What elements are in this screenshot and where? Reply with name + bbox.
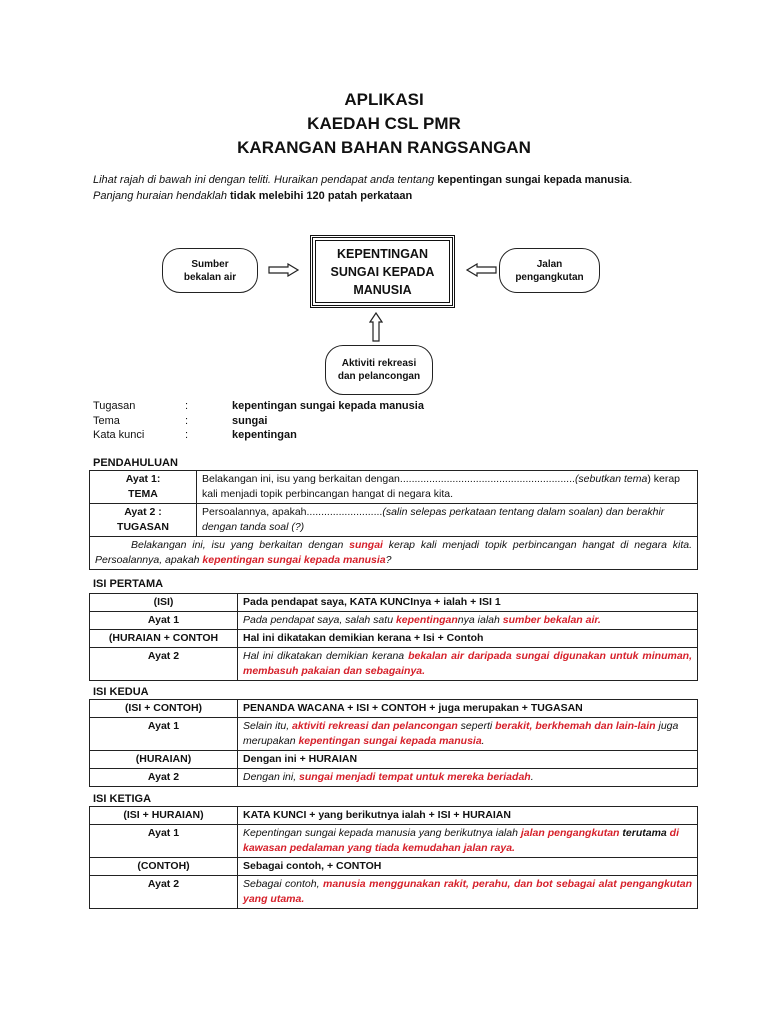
meta-row-kata-kunci: [93, 428, 424, 443]
row-label: Ayat 1: [90, 718, 238, 751]
meta-label: Tema: [93, 414, 120, 427]
meta-row-tugasan: [93, 399, 424, 414]
table-isi-ketiga: [89, 806, 698, 909]
table-row: [90, 807, 698, 825]
row-label: (HURAIAN): [90, 751, 238, 769]
text: Hal ini dikatakan demikian kerana: [243, 650, 409, 662]
text: Pada pendapat saya, salah satu: [243, 614, 396, 626]
text: Belakangan ini, isu yang berkaitan dengan: [131, 539, 350, 551]
row-content: [238, 718, 698, 751]
diagram-node-aktiviti-rekreasi: [325, 345, 433, 395]
instructions: [93, 172, 713, 204]
section-heading-isi-ketiga: ISI KETIGA: [93, 793, 152, 805]
table-row: [90, 858, 698, 876]
row-content: Hal ini dikatakan demikian kerana + Isi + Contoh: [238, 630, 698, 648]
table-row: [90, 537, 698, 570]
row-label: Ayat 2: [90, 876, 238, 909]
meta-colon: :: [185, 400, 189, 412]
label-line: Ayat 1:: [125, 473, 161, 485]
table-row: [90, 471, 698, 504]
highlight: jalan pengangkutan: [520, 827, 620, 839]
row-content: [197, 504, 698, 537]
row-label: [90, 471, 197, 504]
table-row: [90, 718, 698, 751]
example-paragraph: [90, 537, 698, 570]
arrow-up-icon: [369, 312, 383, 342]
label-line: Ayat 2 :: [124, 506, 162, 518]
section-heading-pendahuluan: PENDAHULUAN: [93, 457, 178, 469]
text-bold: terutama: [619, 827, 667, 839]
row-label: Ayat 2: [90, 648, 238, 681]
text-italic: tema: [623, 473, 648, 485]
node-text: Jalan: [536, 258, 563, 270]
row-label: (ISI + CONTOH): [90, 700, 238, 718]
table-row: [90, 594, 698, 612]
meta-value: kepentingan: [232, 429, 297, 441]
text: Sebagai contoh,: [243, 878, 324, 890]
instr-length-text: Panjang huraian hendaklah: [93, 190, 231, 202]
highlight: sungai: [349, 539, 383, 551]
table-isi-pertama: [89, 593, 698, 681]
table-row: [90, 825, 698, 858]
text: Selain itu,: [243, 720, 293, 732]
highlight: kepentingan sungai kepada manusia: [298, 735, 482, 747]
meta-colon: :: [185, 429, 189, 441]
highlight: kepentingan: [395, 614, 458, 626]
text: juga merupakan: [243, 720, 679, 747]
table-row: [90, 700, 698, 718]
highlight: sungai menjadi tempat untuk mereka beriadah: [299, 771, 531, 783]
label-line: TEMA: [128, 488, 158, 500]
title-line-1: APLIKASI: [344, 90, 424, 109]
row-content: [238, 648, 698, 681]
instr-text: Lihat rajah di bawah ini dengan teliti. Huraikan pendapat anda tentang: [93, 174, 438, 186]
section-heading-isi-kedua: ISI KEDUA: [93, 686, 149, 698]
text: nya ialah: [457, 614, 503, 626]
text: ?: [385, 554, 392, 566]
meta-label: Tugasan: [93, 400, 136, 412]
text: seperti: [457, 720, 496, 732]
meta-row-tema: [93, 414, 424, 429]
text: ) kerap kali menjadi topik perbincangan hangat di negara kita.: [202, 473, 681, 500]
table-row: [90, 630, 698, 648]
text-italic: (salin selepas perkataan tentang dalam soalan) dan berakhir dengan tanda soal (?): [202, 506, 665, 533]
diagram-center-topic: [310, 235, 455, 308]
arrow-right-icon: [268, 263, 300, 277]
meta-value: sungai: [232, 414, 268, 427]
row-label: Ayat 1: [90, 612, 238, 630]
row-content: [238, 876, 698, 909]
text-italic: (sebutkan: [574, 473, 622, 485]
instr-period: .: [629, 174, 633, 186]
section-heading-isi-pertama: ISI PERTAMA: [93, 578, 164, 590]
node-text: pengangkutan: [515, 271, 584, 283]
table-row: [90, 769, 698, 787]
arrow-left-icon: [465, 263, 497, 277]
table-row: [90, 612, 698, 630]
row-content: [238, 769, 698, 787]
row-content: [238, 825, 698, 858]
row-content: KATA KUNCI + yang berikutnya ialah + ISI + HURAIAN: [238, 807, 698, 825]
task-summary: [93, 399, 424, 443]
table-isi-kedua: [89, 699, 698, 787]
title-line-3: KARANGAN BAHAN RANGSANGAN: [237, 138, 531, 157]
highlight: di kawasan pedalaman yang tiada kemudahan jalan raya.: [243, 827, 679, 854]
row-label: (HURAIAN + CONTOH: [90, 630, 238, 648]
text: Dengan ini,: [243, 771, 300, 783]
node-text: Sumber: [191, 258, 229, 270]
row-label: (ISI + HURAIAN): [90, 807, 238, 825]
node-text: Aktiviti rekreasi: [341, 358, 417, 369]
text: Belakangan ini, isu yang berkaitan dengan............................................................: [202, 473, 575, 485]
highlight: kepentingan sungai kepada manusia: [202, 554, 386, 566]
meta-label: Kata kunci: [93, 429, 145, 441]
text: .: [530, 771, 534, 783]
text: kerap kali menjadi topik perbincangan hangat di negara kita. Persoalannya, apakah: [95, 539, 692, 566]
row-label: (CONTOH): [90, 858, 238, 876]
title-line-2: KAEDAH CSL PMR: [307, 114, 461, 133]
node-text: bekalan air: [183, 271, 237, 283]
row-content: PENANDA WACANA + ISI + CONTOH + juga merupakan + TUGASAN: [238, 700, 698, 718]
highlight: bekalan air daripada sungai digunakan untuk minuman, membasuh pakaian dan sebagainya.: [243, 650, 692, 677]
row-label: (ISI): [90, 594, 238, 612]
highlight: aktiviti rekreasi dan pelancongan: [292, 720, 458, 732]
meta-colon: :: [185, 414, 189, 427]
table-row: [90, 876, 698, 909]
row-content: [238, 612, 698, 630]
diagram-node-sumber-bekalan-air: [162, 248, 258, 293]
text: Kepentingan sungai kepada manusia yang berikutnya ialah: [243, 827, 521, 839]
meta-value: kepentingan sungai kepada manusia: [232, 400, 424, 412]
table-row: [90, 504, 698, 537]
row-label: [90, 504, 197, 537]
highlight: berakit, berkhemah dan lain-lain: [495, 720, 656, 732]
node-text: dan pelancongan: [337, 371, 421, 382]
center-text: KEPENTINGAN: [337, 246, 428, 261]
row-content: Sebagai contoh, + CONTOH: [238, 858, 698, 876]
row-content: Dengan ini + HURAIAN: [238, 751, 698, 769]
diagram-node-jalan-pengangkutan: [499, 248, 600, 293]
center-text: SUNGAI KEPADA: [330, 264, 435, 279]
row-content: [197, 471, 698, 504]
text: .: [481, 735, 485, 747]
row-content: Pada pendapat saya, KATA KUNCInya + ialah + ISI 1: [238, 594, 698, 612]
table-row: [90, 648, 698, 681]
instr-topic: kepentingan sungai kepada manusia: [437, 174, 630, 186]
row-label: Ayat 2: [90, 769, 238, 787]
center-text: MANUSIA: [353, 282, 412, 297]
highlight: manusia menggunakan rakit, perahu, dan bot sebagai alat pengangkutan yang utama.: [243, 878, 693, 905]
highlight: sumber bekalan air.: [502, 614, 601, 626]
text: Persoalannya, apakah..........................: [202, 506, 383, 518]
table-pendahuluan: [89, 470, 698, 570]
instr-word-limit: tidak melebihi 120 patah perkataan: [230, 190, 413, 202]
row-label: Ayat 1: [90, 825, 238, 858]
table-row: [90, 751, 698, 769]
label-line: TUGASAN: [117, 521, 169, 533]
